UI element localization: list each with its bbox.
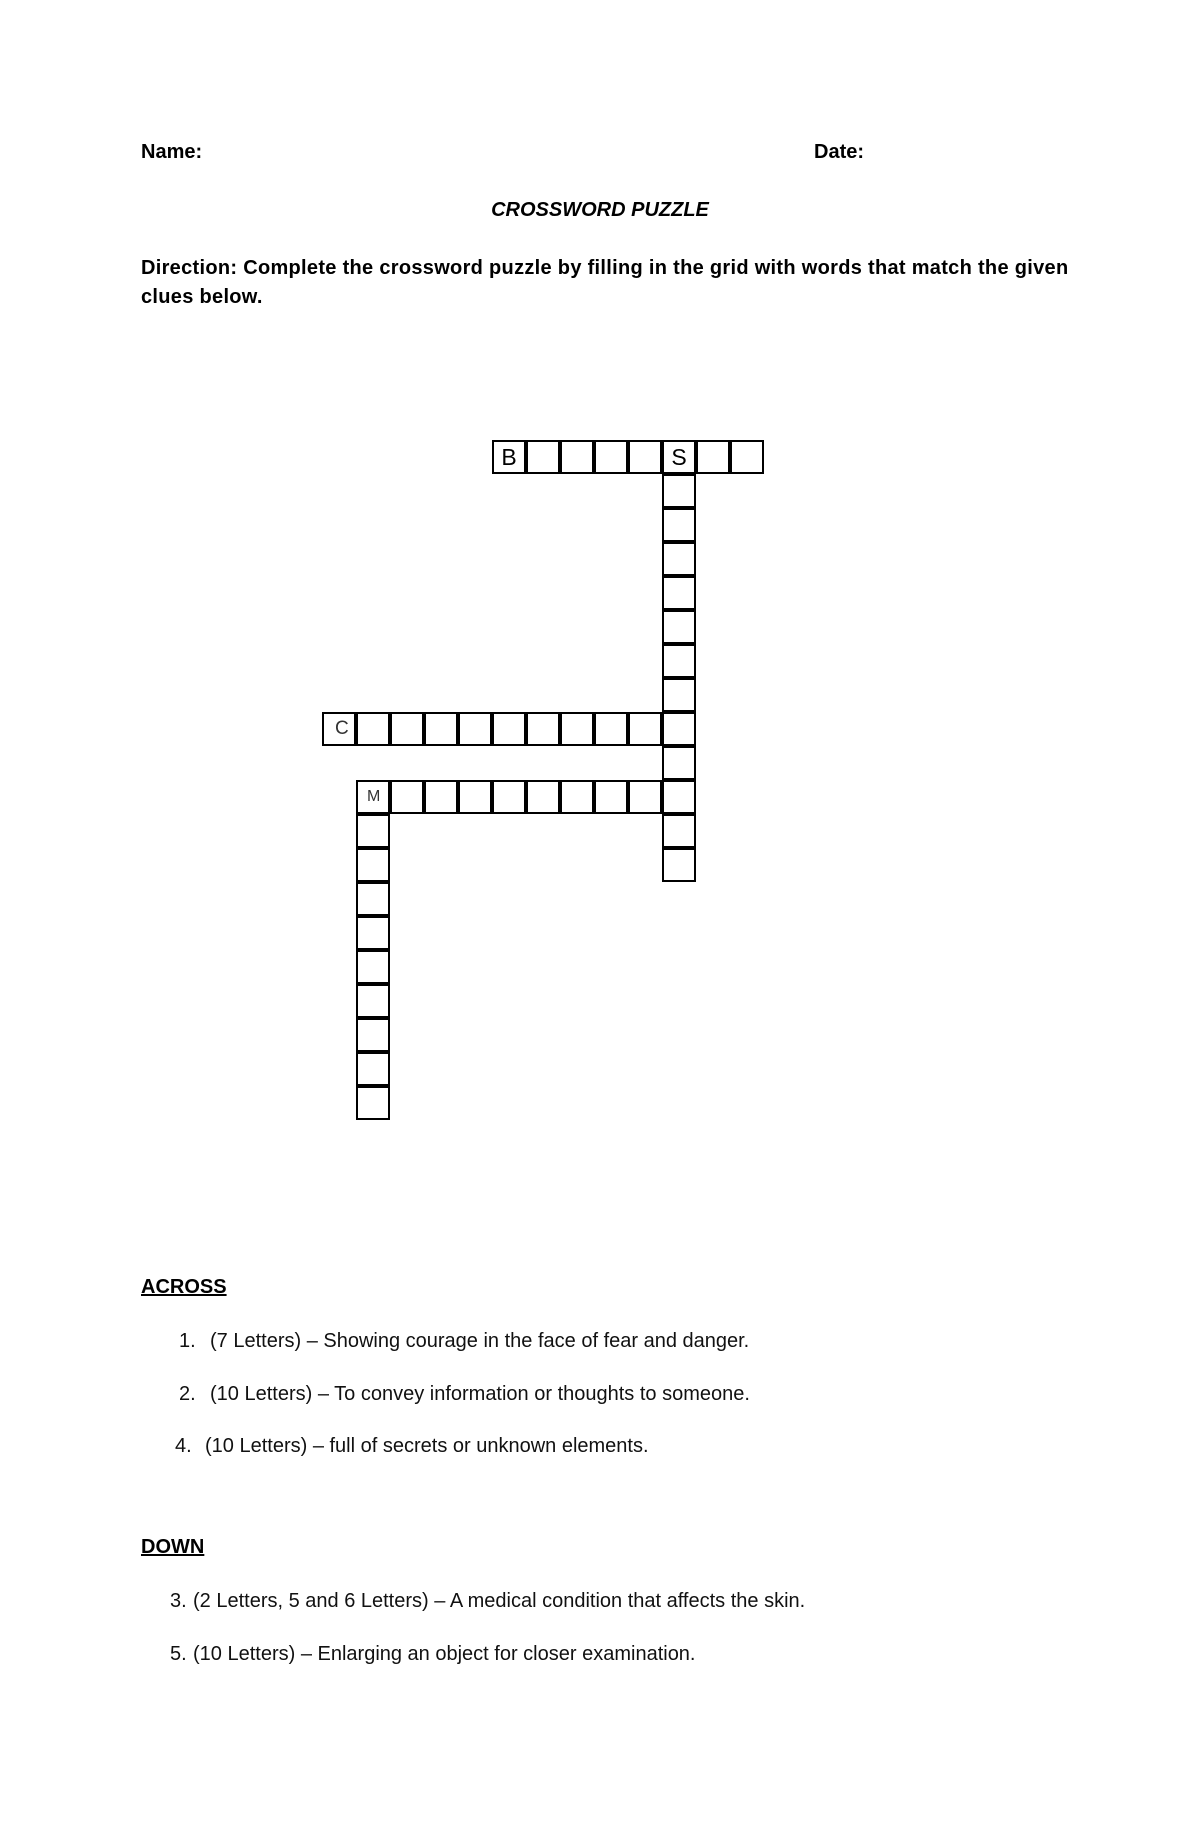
grid-cell[interactable]: [356, 1018, 390, 1052]
grid-cell[interactable]: [356, 1086, 390, 1120]
prefilled-letter-b: B: [501, 444, 517, 470]
grid-cell[interactable]: [526, 440, 560, 474]
across-clue-number: 1.: [179, 1330, 196, 1352]
down-clue-number: 3.: [170, 1590, 187, 1612]
grid-cell[interactable]: [628, 780, 662, 814]
grid-cell[interactable]: [356, 814, 390, 848]
down-clue-number: 5.: [170, 1643, 187, 1665]
direction-text: Direction: Complete the crossword puzzle by filling in the grid with words that match the given clues below.: [141, 257, 1069, 308]
grid-cell[interactable]: [662, 576, 696, 610]
grid-cell[interactable]: [662, 678, 696, 712]
across-clue-text: (10 Letters) – full of secrets or unknown elements.: [205, 1435, 649, 1457]
down-clue-text: (10 Letters) – Enlarging an object for closer examination.: [193, 1643, 696, 1665]
grid-cell[interactable]: [628, 440, 662, 474]
grid-cell[interactable]: [356, 984, 390, 1018]
grid-cell[interactable]: [662, 814, 696, 848]
grid-cell[interactable]: [696, 440, 730, 474]
grid-cell[interactable]: [662, 610, 696, 644]
grid-cell[interactable]: [560, 780, 594, 814]
grid-cell[interactable]: [526, 712, 560, 746]
grid-cell[interactable]: [594, 780, 628, 814]
prefilled-letter-m: M: [367, 788, 381, 805]
across-clue-text: (10 Letters) – To convey information or thoughts to someone.: [210, 1383, 750, 1405]
grid-cell[interactable]: [458, 712, 492, 746]
grid-cell[interactable]: [424, 780, 458, 814]
grid-cell[interactable]: [458, 780, 492, 814]
across-clue-number: 2.: [179, 1383, 196, 1405]
grid-cell[interactable]: [390, 712, 424, 746]
grid-cell[interactable]: [560, 440, 594, 474]
grid-cell[interactable]: [356, 1052, 390, 1086]
across-clue-text: (7 Letters) – Showing courage in the face of fear and danger.: [210, 1330, 750, 1352]
grid-cell[interactable]: [356, 882, 390, 916]
grid-cell[interactable]: [662, 712, 696, 746]
grid-cell[interactable]: [662, 780, 696, 814]
date-label: Date:: [814, 141, 865, 163]
grid-cell[interactable]: [526, 780, 560, 814]
grid-cell[interactable]: [424, 712, 458, 746]
grid-cell[interactable]: [492, 712, 526, 746]
grid-cell[interactable]: [356, 848, 390, 882]
grid-cell[interactable]: [560, 712, 594, 746]
name-label: Name:: [141, 141, 203, 163]
down-heading: DOWN: [141, 1536, 205, 1558]
grid-cell[interactable]: [356, 950, 390, 984]
grid-cell[interactable]: [492, 780, 526, 814]
page-title: CROSSWORD PUZZLE: [491, 199, 709, 221]
prefilled-letter-c: C: [335, 718, 349, 739]
across-clue-number: 4.: [175, 1435, 192, 1457]
grid-cell[interactable]: [356, 712, 390, 746]
grid-cell[interactable]: [662, 848, 696, 882]
across-heading: ACROSS: [141, 1276, 227, 1298]
grid-cell[interactable]: [662, 644, 696, 678]
grid-cell[interactable]: [390, 780, 424, 814]
grid-cell[interactable]: [662, 746, 696, 780]
grid-cell[interactable]: [356, 916, 390, 950]
grid-cell[interactable]: [594, 440, 628, 474]
grid-cell[interactable]: [594, 712, 628, 746]
grid-cell[interactable]: [628, 712, 662, 746]
grid-cell[interactable]: [662, 474, 696, 508]
grid-cell[interactable]: [730, 440, 764, 474]
prefilled-letter-s: S: [671, 444, 687, 470]
grid-cell[interactable]: [662, 542, 696, 576]
grid-cell[interactable]: [662, 508, 696, 542]
down-clue-text: (2 Letters, 5 and 6 Letters) – A medical condition that affects the skin.: [193, 1590, 806, 1612]
